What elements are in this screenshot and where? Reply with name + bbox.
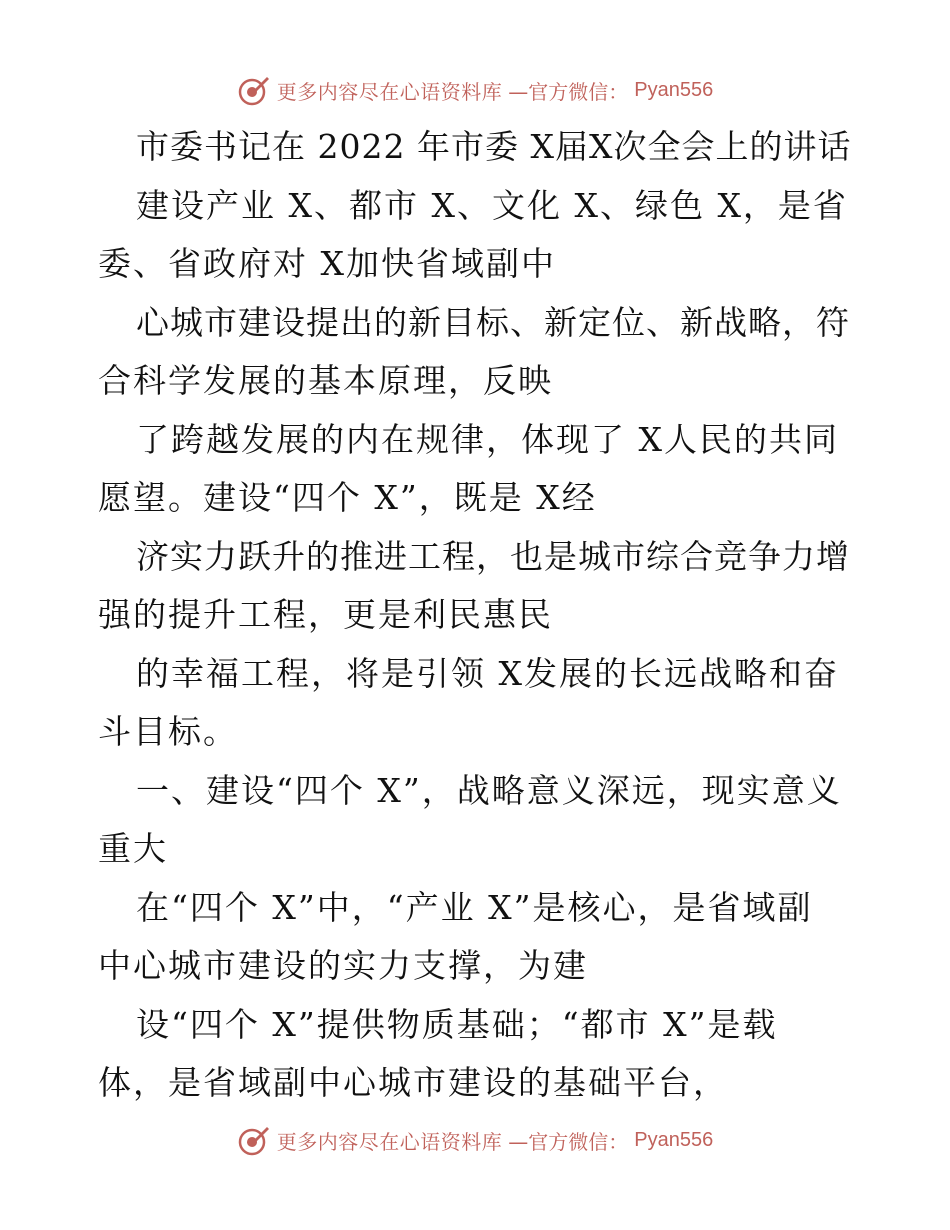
text-line: 的幸福工程，将是引领 X发展的长远战略和奋: [136, 653, 839, 693]
text-line: 愿望。建设“四个 X”，既是 X经: [98, 478, 597, 517]
text-line: 济实力跃升的推进工程，也是城市综合竞争力增: [136, 536, 850, 576]
text-line: 合科学发展的基本原理，反映: [98, 361, 553, 400]
header-watermark: [0, 70, 950, 110]
document-body: [98, 118, 858, 1113]
text-line: 在“四个 X”中，“产业 X”是核心，是省域副: [136, 887, 813, 927]
text-line: 委、省政府对 X加快省域副中: [98, 244, 556, 283]
text-line: 设“四个 X”提供物质基础；“都市 X”是载: [136, 1004, 778, 1044]
watermark-wechat-id: Pyan556: [634, 1128, 714, 1151]
text-line: 市委书记在 2022 年市委 X届X次全会上的讲话: [136, 127, 852, 166]
watermark-wechat-id: Pyan556: [634, 78, 714, 101]
text-line: 建设产业 X、都市 X、文化 X、绿色 X，是省: [136, 185, 848, 225]
text-line: 斗目标。: [98, 712, 238, 751]
text-line: 中心城市建设的实力支撑，为建: [98, 946, 588, 985]
watermark-text: 更多内容尽在心语资料库: [276, 1129, 503, 1154]
quill-logo-icon: [237, 73, 271, 107]
quill-logo-icon: [237, 1123, 271, 1157]
section-heading: 重大: [98, 829, 168, 868]
footer-watermark: [0, 1120, 950, 1160]
watermark-separator: —官方微信：: [508, 1129, 629, 1154]
watermark-separator: —官方微信：: [508, 79, 629, 104]
text-line: 体，是省域副中心城市建设的基础平台，: [98, 1063, 728, 1102]
text-line: 强的提升工程，更是利民惠民: [98, 595, 553, 634]
text-line: 了跨越发展的内在规律，体现了 X人民的共同: [136, 419, 839, 459]
text-line: 心城市建设提出的新目标、新定位、新战略，符: [136, 302, 850, 342]
watermark-text: 更多内容尽在心语资料库: [276, 79, 503, 104]
section-heading: 一、建设“四个 X”，战略意义深远，现实意义: [136, 770, 842, 810]
